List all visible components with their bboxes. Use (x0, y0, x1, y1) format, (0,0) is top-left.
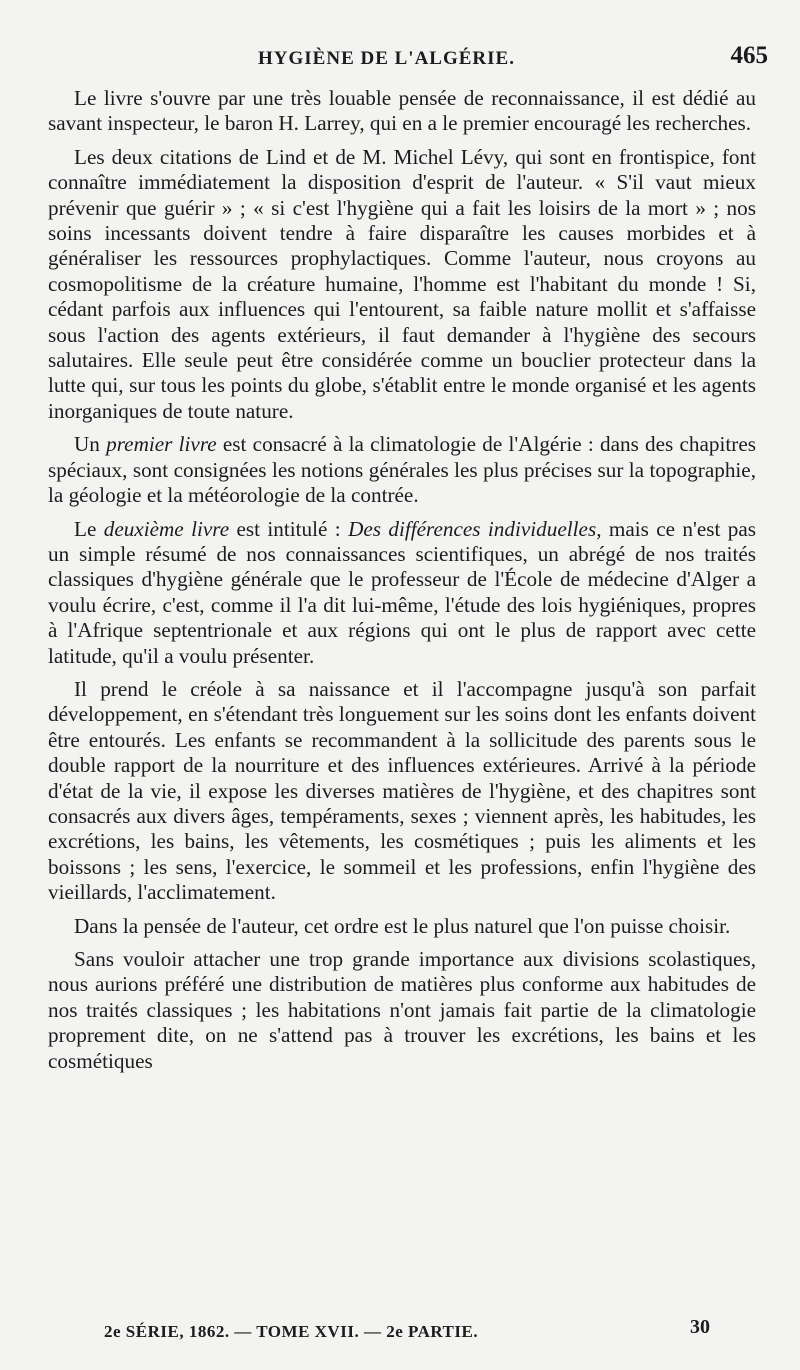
page-header (0, 42, 800, 82)
paragraph-3-start: Un (74, 432, 107, 457)
paragraph-4-rest: , mais ce n'est pas un simple résumé de nos connaissances scientifiques, un abrégé de nos traités classiques d'hygiène générale que le professeur de l'École de médecine d'Alger a voulu écrire, c'est, comme il l'a dit lui-même, l'étude des lois hygiéniques, propres à l'Afrique septentrionale et aux régions qui ont le plus de rapport avec cette latitude, qu'il a voulu présenter. (48, 516, 756, 668)
paragraph-5: Il prend le créole à sa naissance et il l'accompagne jusqu'à son parfait développement, en s'étendant très longuement sur les soins dont les enfants doivent être entourés. Les enfants se recommandent à la sollicitude des parents sous le double rapport de la nourriture et des influences extérieures. Arrivé à la période d'état de la vie, il expose les diverses matières de l'hygiène, et des chapitres sont consacrés aux divers âges, tempéraments, sexes ; viennent après, les habitudes, les excrétions, les bains, les vêtements, les cosmétiques ; puis les aliments et les boissons ; les sens, l'exercice, le sommeil et les professions, enfin l'hygiène des vieillards, l'acclimatement. (48, 676, 756, 905)
book-title-emphasis: Des différences individuelles (348, 516, 597, 541)
body-text (48, 86, 756, 1082)
page-number: 465 (730, 42, 768, 69)
series-line: 2e SÉRIE, 1862. — TOME XVII. — 2e PARTIE. (104, 1322, 479, 1341)
premier-livre-emphasis: premier livre (106, 432, 217, 457)
running-title: HYGIÈNE DE L'ALGÉRIE. (258, 48, 515, 69)
signature-number: 30 (690, 1316, 710, 1338)
deuxieme-livre-emphasis: deuxième livre (103, 516, 230, 541)
paragraph-2: Les deux citations de Lind et de M. Michel Lévy, qui sont en frontispice, font connaître immédiatement la disposition d'esprit de l'auteur. « S'il vaut mieux prévenir que guérir » ; « si c'est l'hygiène qui a fait les loisirs de la mort » ; nos soins incessants doivent tendre à faire disparaître les causes morbides et à généraliser les ressources prophylactiques. Comme l'auteur, nous croyons au cosmopolitisme de la créature humaine, l'homme est l'habitant du monde ! Si, cédant parfois aux influences qui l'entourent, sa faible nature mollit et s'affaisse sous l'action des agents extérieurs, il faut demander à l'hygiène des secours salutaires. Elle seule peut être considérée comme un bouclier protecteur dans la lutte qui, sur tous les points du globe, s'établit entre le monde organisé et les agents inorganiques de toute nature. (48, 144, 756, 423)
paragraph-6: Dans la pensée de l'auteur, cet ordre est le plus naturel que l'on puisse choisir. (74, 913, 731, 938)
paragraph-7: Sans vouloir attacher une trop grande importance aux divisions scolastiques, nous aurions préféré une distribution de matières plus conforme aux habitudes de nos traités classiques ; les habitations n'ont jamais fait partie de la climatologie proprement dite, on ne s'attend pas à trouver les excrétions, les bains et les cosmétiques (48, 947, 756, 1073)
paragraph-4 (48, 517, 756, 669)
paragraph-3-rest: est consacré à la climatologie de l'Algérie : dans des chapitres spéciaux, sont consignées les notions générales les plus précises sur la topographie, la géologie et la météorologie de la contrée. (48, 432, 756, 508)
page-footer (0, 1316, 800, 1350)
paragraph-4-start: Le (74, 516, 104, 541)
paragraph-4-mid: est intitulé : (229, 516, 349, 541)
paragraph-1: Le livre s'ouvre par une très louable pensée de reconnaissance, il est dédié au savant inspecteur, le baron H. Larrey, qui en a le premier encouragé les recherches. (48, 86, 756, 136)
paragraph-3 (48, 432, 756, 508)
